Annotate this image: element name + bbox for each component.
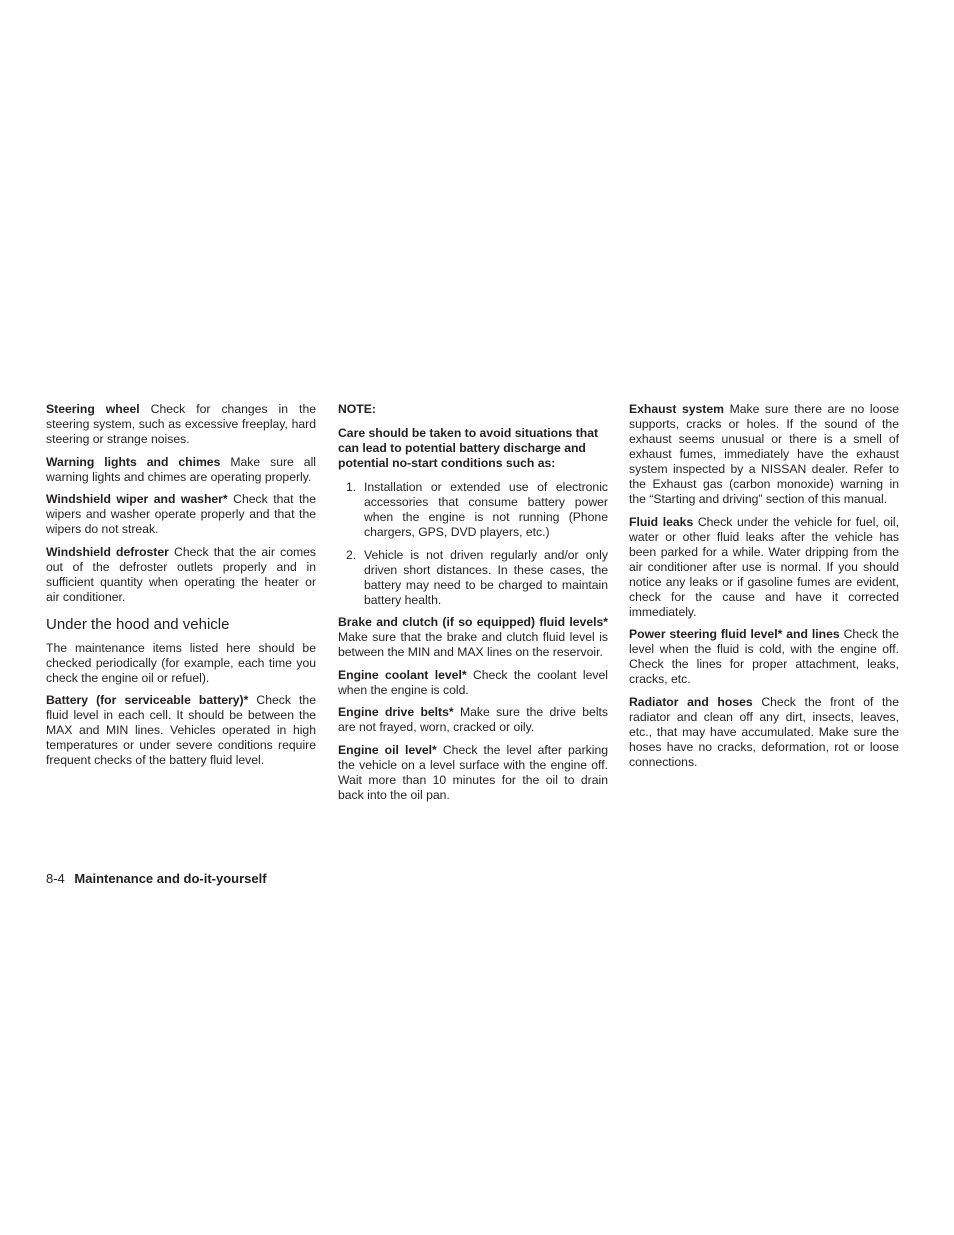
note-text: Care should be taken to avoid situations that can lead to potential battery discharge and potential no-start conditions such as: xyxy=(338,426,599,470)
item-text: Make sure all warning lights and chimes are operating properly. xyxy=(46,454,316,484)
item-engine-coolant xyxy=(338,668,608,698)
item-text: Check under the vehicle for fuel, oil, water or other fluid leaks after the vehicle has been parked for a while. Water dripping from the air conditioner after use is normal. If you should notice any leaks or if gasoline fumes are evident, check for the cause and have it corrected immediately. xyxy=(629,514,899,619)
item-text: Check for changes in the steering system, such as excessive freeplay, hard steering or strange noises. xyxy=(46,402,316,446)
note-label: NOTE: xyxy=(338,402,376,416)
item-text: Check the fluid level in each cell. It should be between the MAX and MIN lines. Vehicles operated in high temperatures or under severe conditions require frequent checks of the battery fluid level. xyxy=(46,693,316,767)
item-windshield-defroster xyxy=(46,545,316,605)
item-text: Check that the wipers and washer operate properly and that the wipers do not streak. xyxy=(46,492,316,536)
item-term: Power steering fluid level* and lines xyxy=(629,627,840,641)
item-text: Check the level after parking the vehicle on a level surface with the engine off. Wait more than 10 minutes for the oil to drain back into the oil pan. xyxy=(338,742,609,802)
item-engine-oil xyxy=(338,743,608,803)
column-left xyxy=(46,402,316,776)
item-term: Radiator and hoses xyxy=(629,694,753,709)
item-term: Steering wheel xyxy=(46,402,140,416)
item-text: Check that the air comes out of the defroster outlets properly and in sufficient quantity when operating the heater or air conditioner. xyxy=(46,544,316,604)
item-engine-drive-belts xyxy=(338,705,608,735)
item-text: Check the front of the radiator and clean off any dirt, insects, leaves, etc., that may have accumulated. Make sure the hoses have no cracks, deformation, rot or loose connections. xyxy=(629,694,899,769)
item-term: Windshield defroster xyxy=(46,544,169,559)
item-text: Check the level when the fluid is cold, with the engine off. Check the lines for proper attachment, leaks, cracks, etc. xyxy=(629,627,899,686)
item-term: Brake and clutch (if so equipped) fluid levels* xyxy=(338,615,608,629)
item-term: Battery (for serviceable battery)* xyxy=(46,693,249,707)
chapter-title: Maintenance and do-it-yourself xyxy=(74,871,267,886)
item-term: Exhaust system xyxy=(629,402,724,416)
page-number: 8-4 xyxy=(46,871,65,886)
item-text: Make sure there are no loose supports, cracks or holes. If the sound of the exhaust seems unusual or there is a smell of exhaust fumes, immediately have the exhaust system inspected by a NISSAN dealer. Refer to the Exhaust gas (carbon monoxide) warning in the “Starting and driving” section of this manual. xyxy=(629,402,899,506)
item-term: Warning lights and chimes xyxy=(46,454,221,469)
list-item xyxy=(338,548,608,608)
page-footer xyxy=(46,871,267,887)
section-intro: The maintenance items listed here should be checked periodically (for example, each time you check the engine oil or refuel). xyxy=(46,640,316,685)
item-term: Windshield wiper and washer* xyxy=(46,492,228,506)
list-number: 1. xyxy=(346,480,357,494)
column-middle xyxy=(338,402,608,810)
item-battery xyxy=(46,693,316,768)
column-right xyxy=(629,402,899,777)
item-term: Fluid leaks xyxy=(629,514,694,529)
item-exhaust-system xyxy=(629,402,899,507)
list-text: Installation or extended use of electronic accessories that consume battery power when the engine is not running (Phone chargers, GPS, DVD players, etc.) xyxy=(364,480,608,539)
item-text: Make sure that the brake and clutch fluid level is between the MIN and MAX lines on the reservoir. xyxy=(338,630,608,659)
item-warning-lights xyxy=(46,455,316,485)
item-term: Engine drive belts* xyxy=(338,705,454,719)
section-heading: Under the hood and vehicle xyxy=(46,615,230,633)
item-steering-wheel xyxy=(46,402,316,447)
item-text: Check the coolant level when the engine is cold. xyxy=(338,667,608,697)
item-brake-clutch-fluid xyxy=(338,615,608,660)
item-fluid-leaks xyxy=(629,515,899,620)
list-text: Vehicle is not driven regularly and/or only driven short distances. In these cases, the battery may need to be charged to maintain battery health. xyxy=(364,547,608,607)
item-radiator-hoses xyxy=(629,695,899,770)
item-text: Make sure the drive belts are not frayed, worn, cracked or oily. xyxy=(338,705,609,734)
list-item xyxy=(338,480,608,540)
list-number: 2. xyxy=(346,547,357,562)
item-term: Engine coolant level* xyxy=(338,667,467,682)
item-term: Engine oil level* xyxy=(338,742,437,757)
item-power-steering xyxy=(629,627,899,687)
item-windshield-wiper xyxy=(46,492,316,537)
